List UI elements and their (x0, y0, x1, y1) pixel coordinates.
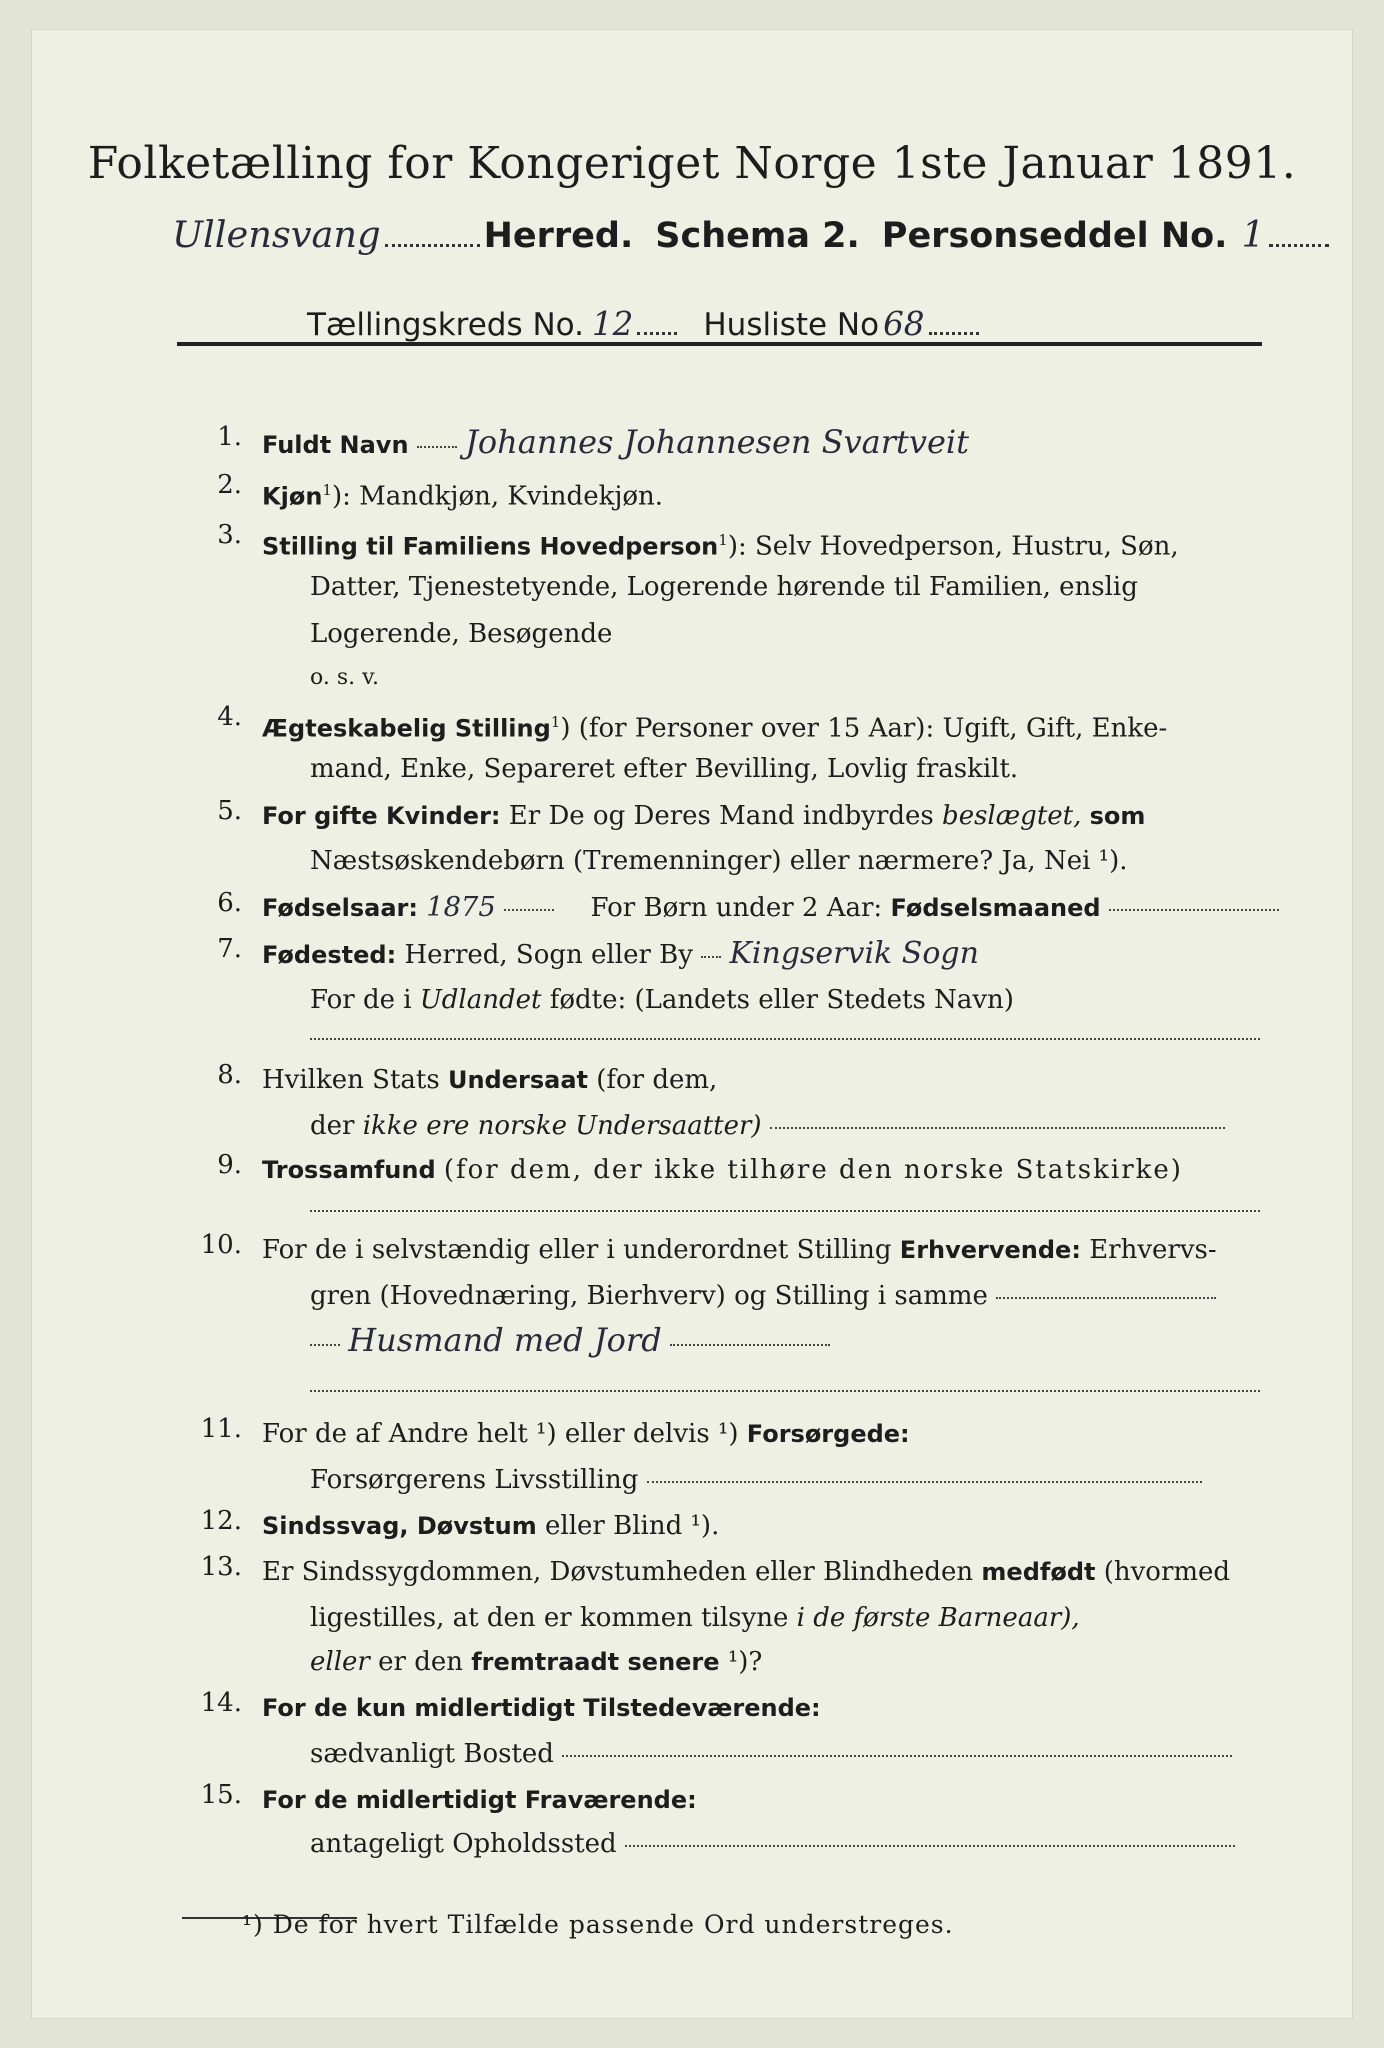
gifte-text1b: beslægtet, (942, 801, 1082, 831)
husliste-value: 68 (883, 305, 925, 343)
medfodt-text3b: er den (378, 1647, 463, 1677)
item-number: 6. (217, 888, 242, 918)
item-number: 8. (217, 1060, 242, 1090)
medfodt-line2 (310, 1598, 1080, 1638)
footnote: ¹) De for hvert Tilfælde passende Ord understreges. (242, 1910, 954, 1939)
undersaat-text2b: ikke ere norske Undersaatter) (362, 1111, 762, 1141)
gifte-text1: Er De og Deres Mand indbyrdes (508, 801, 934, 831)
kjon-label: Kjøn (262, 482, 323, 511)
born-under-2-text: For Børn under 2 Aar: (590, 893, 883, 923)
trossamfund-blank-line (310, 1210, 1260, 1212)
stilling-text2: Datter, Tjenestetyende, Logerende hørende til Familien, enslig (310, 572, 1138, 602)
item-number: 4. (217, 702, 242, 732)
erhverv-text1b: Erhvervs- (1089, 1235, 1217, 1265)
medfodt-text1a: Er Sindssygdommen, Døvstumheden eller Blindheden (262, 1557, 974, 1587)
item-10 (262, 1230, 1217, 1270)
medfodt-text2a: ligestilles, at den er kommen tilsyne (310, 1603, 789, 1633)
fodselsmaaned-label: Fødselsmaaned (890, 894, 1101, 922)
forsorgede-text1a: For de af Andre helt ¹) eller delvis ¹) (262, 1419, 739, 1449)
erhverv-line3 (310, 1320, 830, 1363)
fremtraadt-label: fremtraadt senere (471, 1648, 720, 1676)
fodested-text2a: For de i (310, 985, 412, 1015)
gifte-kvinder-label: For gifte Kvinder: (262, 802, 501, 830)
forsorgede-label: Forsørgede: (746, 1420, 910, 1448)
header-line-2 (307, 305, 983, 343)
medfodt-label: medfødt (981, 1558, 1096, 1586)
fodselsaar-label: Fødselsaar: (262, 894, 418, 922)
item-number: 12. (200, 1506, 242, 1536)
stilling-label: Stilling til Familiens Hovedperson (262, 532, 719, 561)
undersaat-label: Undersaat (447, 1066, 588, 1094)
erhverv-value: Husmand med Jord (348, 1321, 662, 1359)
taellingskreds-value: 12 (591, 305, 634, 343)
personseddel-label: Personseddel No. (881, 216, 1228, 256)
tilstedevaerende-line2 (310, 1734, 1232, 1774)
fodested-text1: Herred, Sogn eller By (404, 940, 693, 970)
item-number: 13. (200, 1552, 242, 1582)
item-number: 5. (217, 796, 242, 826)
trossamfund-text: (for dem, der ikke tilhøre den norske Statskirke) (443, 1155, 1183, 1185)
fuldt-navn-label: Fuldt Navn (262, 431, 409, 459)
schema-label: Schema 2. (655, 216, 860, 256)
census-form (32, 30, 1352, 2018)
medfodt-text1b: (hvormed (1103, 1557, 1231, 1587)
erhverv-line2 (310, 1276, 1216, 1316)
form-title: Folketælling for Kongeriget Norge 1ste Januar 1891. (87, 138, 1297, 189)
undersaat-line2 (310, 1106, 1225, 1146)
erhverv-text2: gren (Hovednæring, Bierhverv) og Stilling i samme (310, 1281, 988, 1311)
fodested-line2 (310, 980, 1014, 1020)
item-6 (262, 888, 1279, 928)
fravaerende-line2 (310, 1824, 1235, 1864)
herred-label: Herred. (483, 216, 634, 256)
kjon-text: ): Mandkjøn, Kvindekjøn. (331, 481, 664, 512)
item-number: 1. (217, 422, 242, 452)
item-1 (262, 422, 969, 465)
trossamfund-label: Trossamfund (262, 1156, 436, 1184)
aegteskab-label: Ægteskabelig Stilling (262, 714, 551, 743)
item-11 (262, 1414, 910, 1454)
stilling-text4: o. s. v. (310, 665, 379, 690)
item-8 (262, 1060, 717, 1100)
gifte-text1c: som (1089, 802, 1146, 830)
fodested-value: Kingservik Sogn (729, 936, 979, 971)
fodselsaar-value: 1875 (426, 892, 496, 923)
item-15 (262, 1780, 697, 1820)
herred-value: Ullensvang (172, 213, 381, 256)
fodested-label: Fødested: (262, 941, 397, 969)
tilstedevaerende-text2: sædvanligt Bosted (310, 1739, 554, 1769)
item-5 (262, 796, 1145, 836)
header-rule (177, 342, 1262, 346)
item-number: 10. (200, 1230, 242, 1260)
sindssvag-label: Sindssvag, Døvstum (262, 1512, 537, 1540)
erhverv-blank-line (310, 1390, 1260, 1392)
fravaerende-text2: antageligt Opholdssted (310, 1829, 617, 1859)
tilstedevaerende-label: For de kun midlertidigt Tilstedeværende: (262, 1694, 821, 1722)
medfodt-text2b: i de første Barneaar), (796, 1603, 1080, 1633)
item-7 (262, 934, 979, 975)
fodested-blank-line (310, 1038, 1260, 1040)
item-number: 7. (217, 934, 242, 964)
forsorgede-text2: Forsørgerens Livsstilling (310, 1465, 639, 1495)
gifte-text2: Næstsøskendebørn (Tremenninger) eller nærmere? Ja, Nei ¹). (310, 846, 1128, 876)
undersaat-text1b: (for dem, (596, 1065, 718, 1095)
fuldt-navn-value: Johannes Johannesen Svartveit (465, 423, 970, 461)
erhverv-label: Erhvervende: (899, 1236, 1081, 1264)
item-number: 11. (200, 1414, 242, 1444)
item-12 (262, 1506, 719, 1546)
forsorgede-line2 (310, 1460, 1202, 1500)
item-number: 14. (200, 1688, 242, 1718)
fodested-text2c: fødte: (Landets eller Stedets Navn) (549, 985, 1014, 1015)
undersaat-text2a: der (310, 1111, 355, 1141)
item-2: Kjøn$^1$): Mandkjøn, Kvindekjøn. (262, 481, 664, 512)
stilling-text3: Logerende, Besøgende (310, 619, 613, 649)
stilling-text1: ): Selv Hovedperson, Hustru, Søn, (727, 531, 1179, 562)
item-number: 2. (217, 470, 242, 500)
aegteskab-text1: ) (for Personer over 15 Aar): Ugift, Gift, Enke- (560, 713, 1168, 744)
husliste-label: Husliste No (703, 307, 880, 343)
item-number: 3. (217, 520, 242, 550)
medfodt-text3c: ¹)? (727, 1647, 763, 1677)
item-3: Stilling til Familiens Hovedperson$^1$): Selv Hovedperson, Hustru, Søn, (262, 531, 1179, 562)
item-14 (262, 1688, 821, 1728)
item-13 (262, 1552, 1230, 1592)
personseddel-value: 1 (1241, 213, 1265, 256)
header-line-1 (172, 213, 1333, 256)
fodested-text2b: Udlandet (419, 985, 542, 1015)
aegteskab-text2: mand, Enke, Separeret efter Bevilling, Lovlig fraskilt. (310, 754, 1019, 784)
medfodt-line3 (310, 1642, 762, 1682)
item-9 (262, 1150, 1183, 1190)
medfodt-text3a: eller (310, 1647, 370, 1677)
sindssvag-text: eller Blind ¹). (545, 1511, 720, 1541)
erhverv-text1a: For de i selvstændig eller i underordnet Stilling (262, 1235, 892, 1265)
fravaerende-label: For de midlertidigt Fraværende: (262, 1786, 697, 1814)
taellingskreds-label: Tællingskreds No. (307, 307, 584, 343)
item-4: Ægteskabelig Stilling$^1$) (for Personer over 15 Aar): Ugift, Gift, Enke- (262, 713, 1168, 744)
item-number: 9. (217, 1150, 242, 1180)
item-number: 15. (200, 1780, 242, 1810)
undersaat-text1a: Hvilken Stats (262, 1065, 440, 1095)
